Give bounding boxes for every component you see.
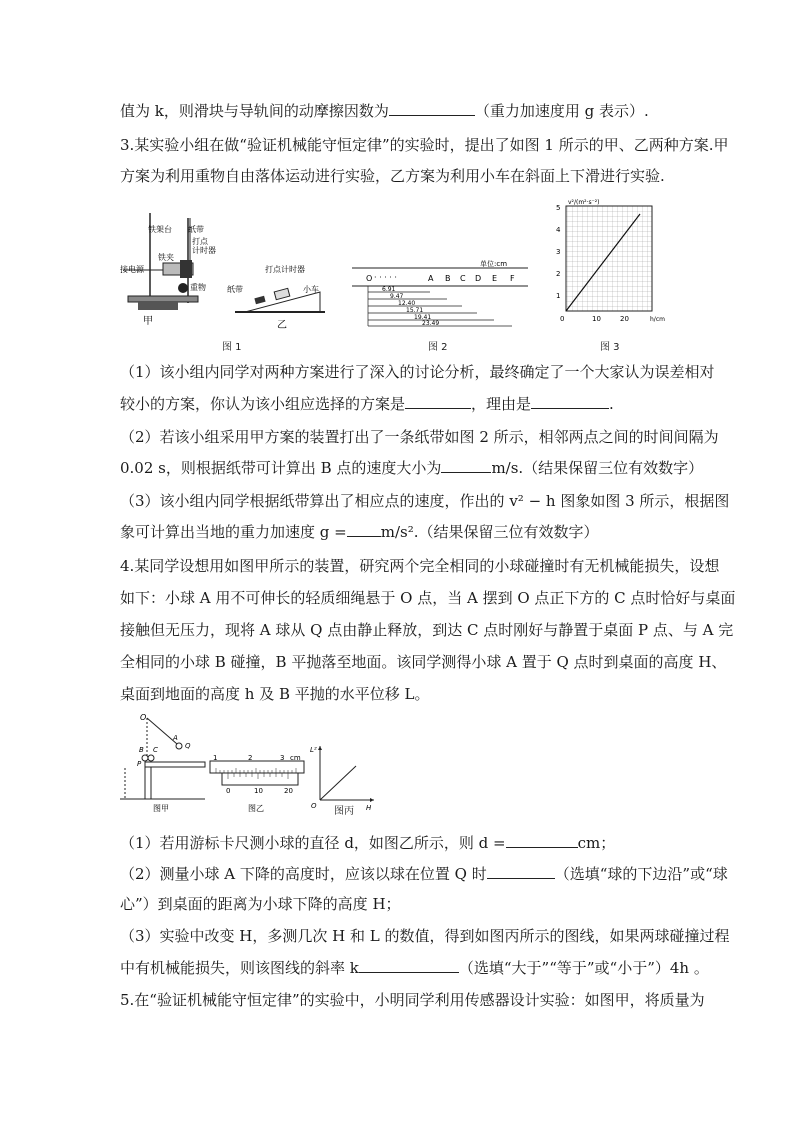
fig2-unit: 单位:cm [480, 260, 508, 268]
bing-xlabel: H [366, 804, 372, 812]
fig4-yi-caliper [208, 755, 308, 815]
answer-blank[interactable] [359, 958, 459, 973]
fig2-tape-diagram [350, 258, 530, 328]
bing-origin: O [311, 802, 317, 810]
q2-tail-hint: （重力加速度用 g 表示）. [474, 102, 649, 120]
fig4-jia-diagram [115, 708, 210, 816]
tape-dots: · · · · · [374, 273, 397, 282]
label-cart: 小车 [303, 285, 319, 294]
q4-part2-hint: （选填“球的下边沿”或“球 [554, 865, 728, 883]
fig1-yi-diagram [225, 262, 335, 332]
q3-part3-line2 [120, 522, 680, 542]
answer-blank[interactable] [389, 101, 475, 116]
label-power: 接电源 [120, 265, 144, 274]
answer-blank[interactable] [441, 458, 491, 473]
answer-blank[interactable] [531, 394, 609, 409]
label-O: O [140, 713, 147, 722]
ytick-3: 3 [556, 248, 561, 256]
q2-tail-line [120, 101, 680, 121]
fig1-caption: 图 1 [222, 342, 242, 353]
q3-stem-line2: 方案为利用重物自由落体运动进行实验，乙方案为利用小车在斜面上下滑进行实验. [120, 167, 665, 185]
scale-unit: cm [290, 754, 301, 762]
q4-stem-line4: 全相同的小球 B 碰撞，B 平抛落至地面。该同学测得小球 A 置于 Q 点时到桌面的高度 H、 [120, 653, 727, 671]
point-E: E [492, 274, 498, 283]
fig3-ylabel: v²/(m²·s⁻²) [568, 199, 600, 206]
point-B: B [445, 274, 451, 283]
xtick-20: 20 [620, 315, 629, 323]
fig1-jia-diagram [118, 208, 216, 328]
ytick-2: 2 [556, 270, 561, 278]
q3-part1-reason: ，理由是 [471, 395, 532, 413]
label-timer-yi: 打点计时器 [265, 265, 305, 274]
q3-stem-line1: 3.某实验小组在做“验证机械能守恒定律”的实验时，提出了如图 1 所示的甲、乙两种方案.甲 [120, 136, 729, 154]
q4-part3-line1: （3）实验中改变 H，多测几次 H 和 L 的数值，得到如图丙所示的图线，如果两球碰撞过程 [120, 927, 730, 945]
fig1-jia-label: 甲 [143, 316, 153, 327]
q4-part2-line1 [120, 864, 728, 884]
point-D: D [475, 274, 482, 283]
label-Q: Q [185, 742, 191, 750]
q4-part3-hint: （选填“大于”“等于”或“小于”）4h 。 [458, 959, 709, 977]
q4-part2-line2: 心”）到桌面的距离为小球下降的高度 H； [120, 895, 401, 913]
q3-part3-text: 象可计算出当地的重力加速度 g = [120, 523, 347, 541]
q3-part1-text: 较小的方案，你认为该小组应选择的方案是 [120, 395, 406, 413]
label-B: B [139, 746, 144, 754]
ytick-5: 5 [556, 204, 561, 212]
q4-part2-text: （2）测量小球 A 下降的高度时，应该以球在位置 Q 时 [120, 865, 487, 883]
vscale-20: 20 [284, 787, 293, 795]
vscale-0: 0 [226, 787, 231, 795]
dist-6: 23.49 [422, 320, 440, 327]
q3-part3-line1: （3）该小组内同学根据纸带算出了相应点的速度，作出的 v² − h 图象如图 3 所示，根据图 [120, 492, 730, 510]
fig1-yi-label: 乙 [277, 320, 287, 331]
point-O: O [366, 274, 373, 283]
dist-1: 6.91 [382, 286, 396, 293]
label-iron-stand: 铁架台 [148, 225, 172, 234]
answer-blank[interactable] [487, 864, 555, 879]
fig2-caption: 图 2 [428, 342, 448, 353]
fig3-xlabel: h/cm [650, 316, 665, 323]
fig4-bing-caption: 图丙 [334, 806, 354, 817]
q5-stem-line1: 5.在“验证机械能守恒定律”的实验中，小明同学利用传感器设计实验：如图甲，将质量为 [120, 991, 705, 1009]
fig4-jia-caption: 图甲 [153, 804, 169, 813]
q3-part2-line2 [120, 458, 704, 478]
vscale-10: 10 [254, 787, 263, 795]
label-paper-tape: 纸带 [188, 225, 204, 234]
q4-stem-line2: 如下：小球 A 用不可伸长的轻质细绳悬于 O 点，当 A 摆到 O 点正下方的 C 点时恰好与桌面 [120, 589, 736, 607]
q4-stem-line5: 桌面到地面的高度 h 及 B 平抛的水平位移 L。 [120, 685, 430, 703]
q2-tail-text: 值为 k，则滑块与导轨间的动摩擦因数为 [120, 102, 389, 120]
point-C: C [460, 274, 466, 283]
label-timer-a: 打点 [192, 237, 208, 246]
label-C: C [153, 746, 158, 754]
q3-part1-end: . [609, 395, 614, 413]
ytick-4: 4 [556, 226, 561, 234]
q4-part3-text: 中有机械能损失，则该图线的斜率 k [120, 959, 359, 977]
scale-3: 3 [280, 754, 285, 762]
q3-part2-text: 0.02 s，则根据纸带可计算出 B 点的速度大小为 [120, 459, 442, 477]
answer-blank[interactable] [506, 833, 578, 848]
answer-blank[interactable] [347, 522, 381, 537]
dist-5: 19.41 [414, 314, 432, 321]
q3-part2-unit: m/s.（结果保留三位有效数字） [491, 459, 704, 477]
label-P: P [137, 760, 142, 768]
scale-1: 1 [213, 754, 218, 762]
fig3-graph [552, 196, 672, 336]
xtick-10: 10 [592, 315, 601, 323]
q4-part1-text: （1）若用游标卡尺测小球的直径 d，如图乙所示，则 d = [120, 834, 506, 852]
bing-ylabel: L² [310, 746, 317, 754]
q4-stem-line3: 接触但无压力，现将 A 球从 Q 点由静止释放，到达 C 点时刚好与静置于桌面 P 点、与 A 完 [120, 621, 734, 639]
label-clamp: 铁夹 [158, 253, 174, 262]
point-F: F [510, 274, 515, 283]
q4-part3-line2 [120, 958, 709, 978]
xtick-0: 0 [560, 315, 565, 323]
label-timer-b: 计时器 [192, 246, 216, 255]
point-A: A [428, 274, 434, 283]
q4-part1-unit: cm； [577, 834, 616, 852]
label-A: A [173, 734, 178, 742]
q3-part1-line2 [120, 394, 680, 414]
q4-part1-line [120, 833, 680, 853]
q4-stem-line1: 4.某同学设想用如图甲所示的装置，研究两个完全相同的小球碰撞时有无机械能损失，设想 [120, 557, 720, 575]
fig3-caption: 图 3 [600, 342, 620, 353]
q3-part1-line1: （1）该小组内同学对两种方案进行了深入的讨论分析，最终确定了一个大家认为误差相对 [120, 363, 715, 381]
q3-part2-line1: （2）若该小组采用甲方案的装置打出了一条纸带如图 2 所示，相邻两点之间的时间间隔为 [120, 428, 719, 446]
dist-4: 15.71 [406, 307, 424, 314]
dist-3: 12.40 [398, 300, 416, 307]
label-tape-yi: 纸带 [227, 285, 243, 294]
q3-part3-unit: m/s².（结果保留三位有效数字） [380, 523, 599, 541]
fig4-yi-caption: 图乙 [248, 804, 264, 813]
answer-blank[interactable] [405, 394, 471, 409]
label-weight: 重物 [190, 283, 206, 292]
scale-2: 2 [248, 754, 253, 762]
dist-2: 9.47 [390, 293, 404, 300]
ytick-1: 1 [556, 292, 561, 300]
